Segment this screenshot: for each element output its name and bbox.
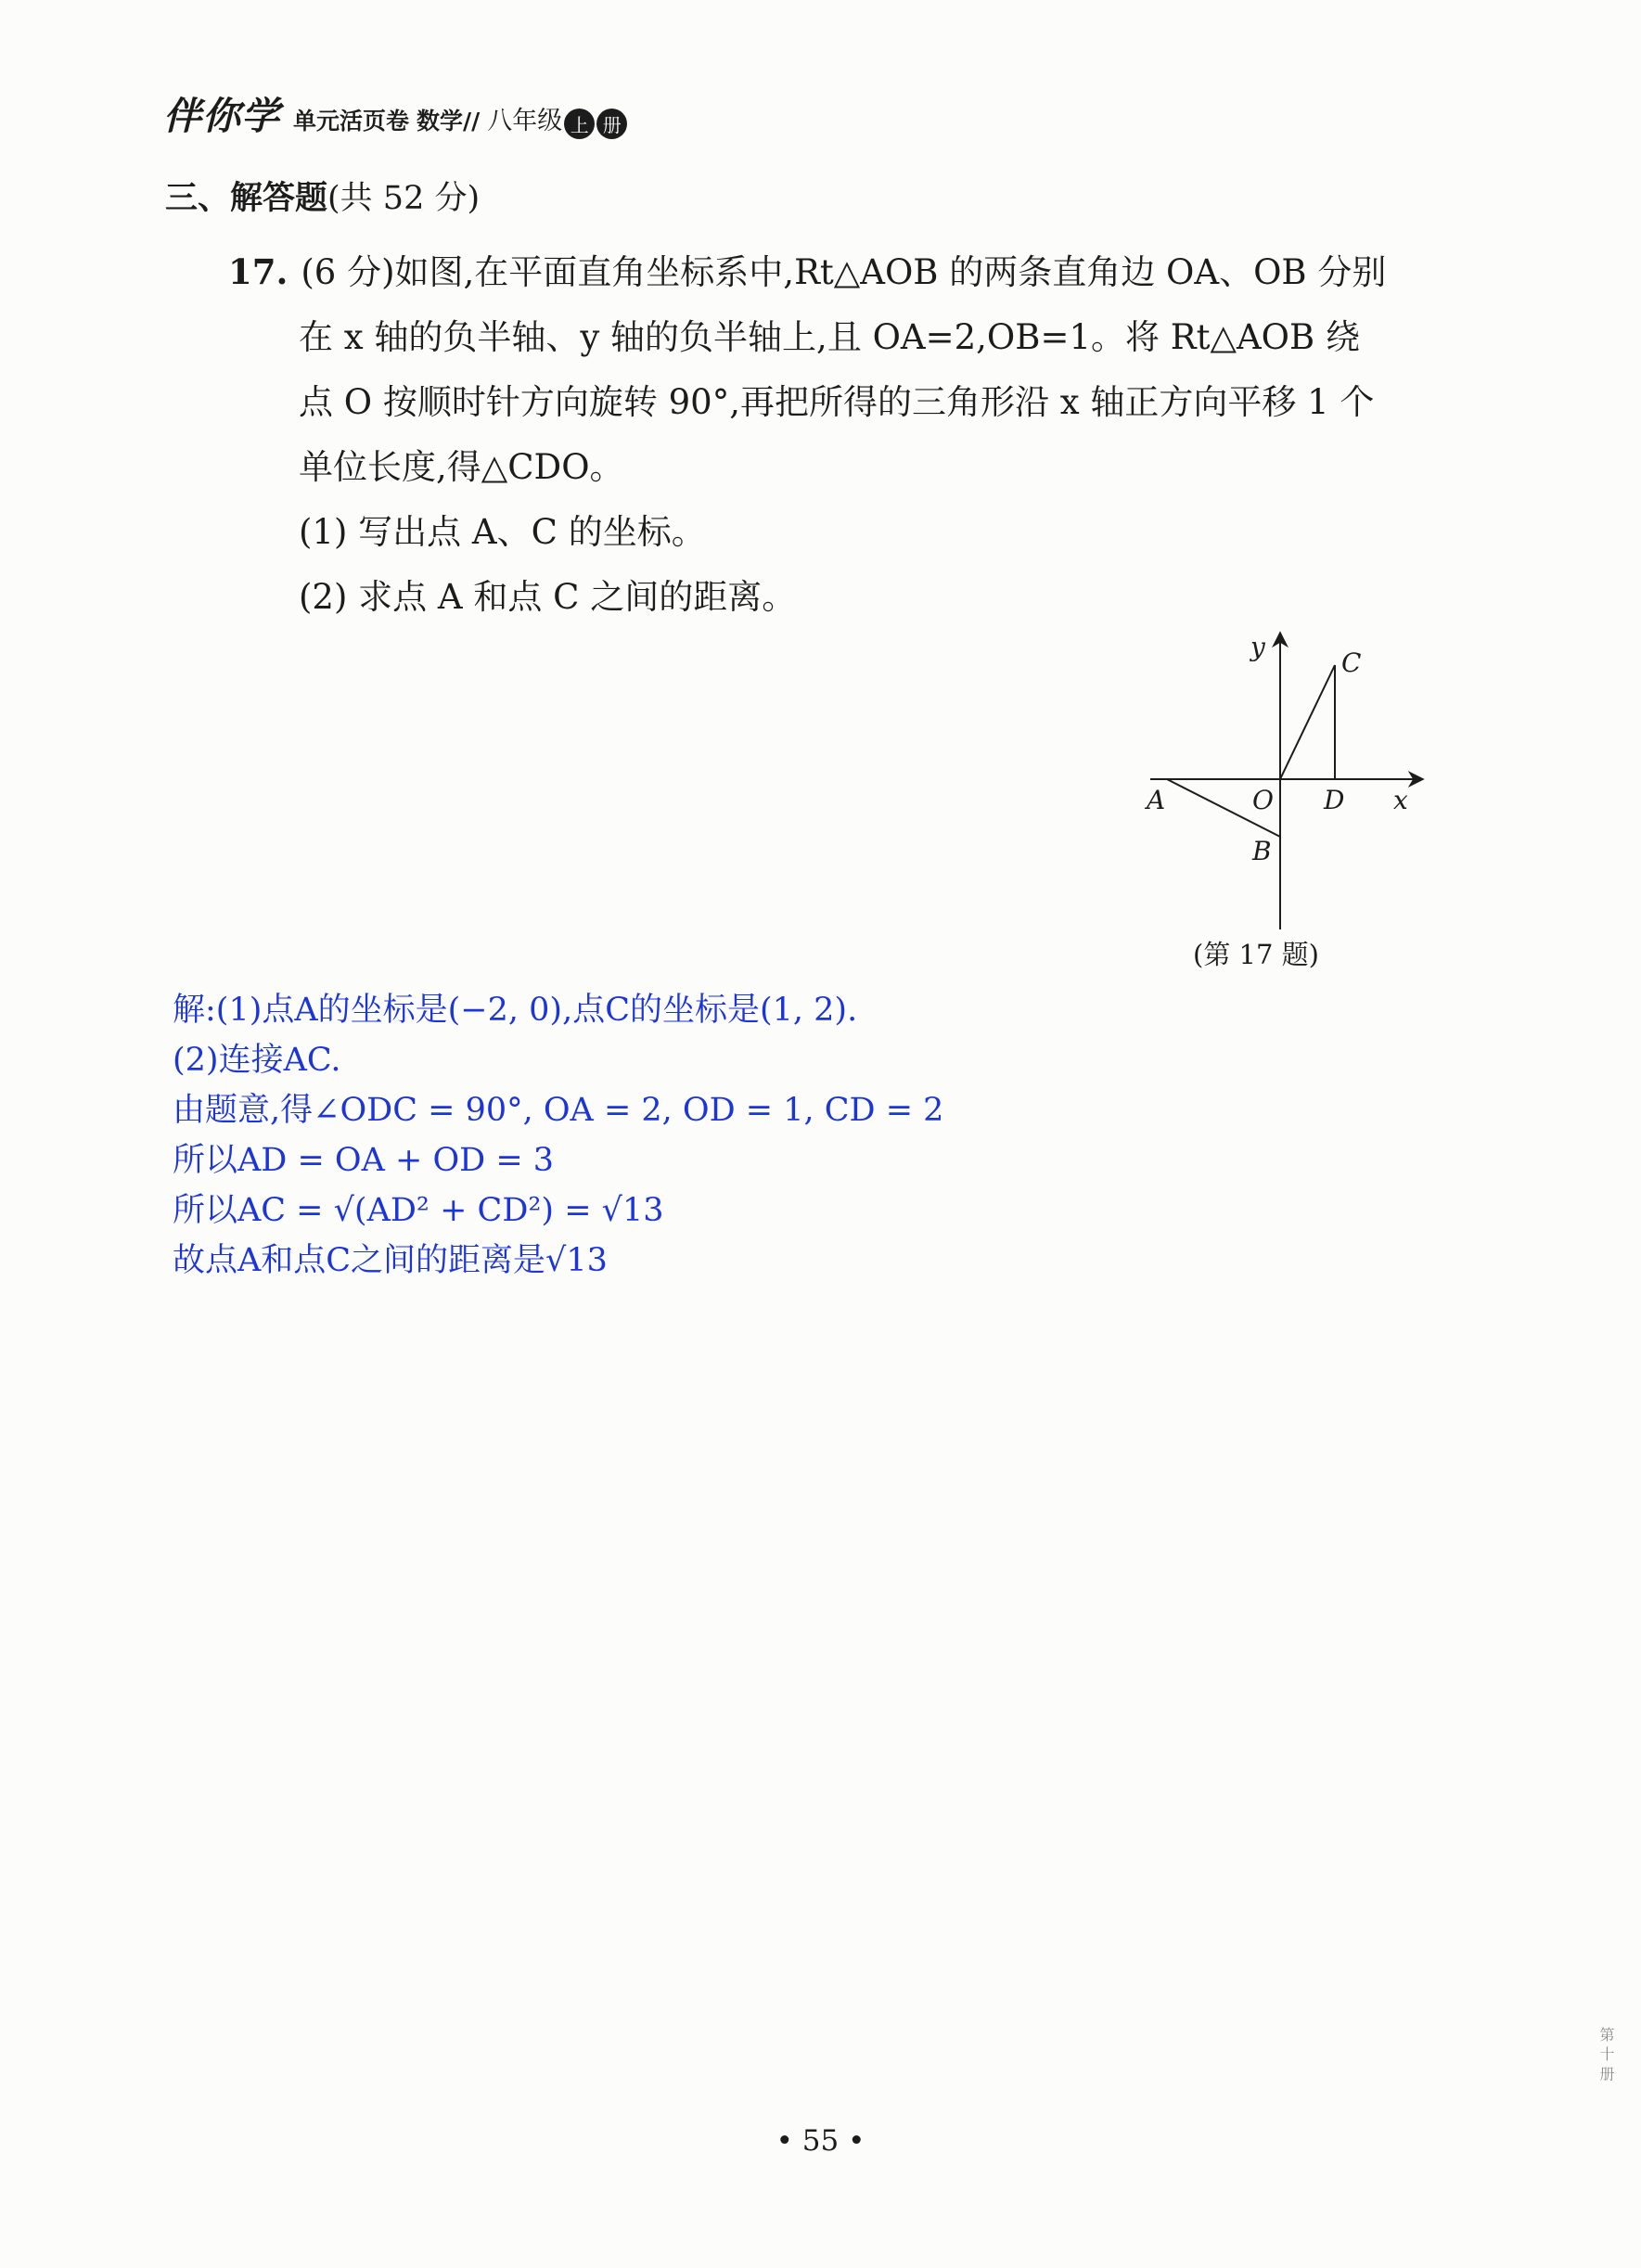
page-header [163, 85, 627, 140]
side-mark: 第 十 册 [1597, 2027, 1615, 2082]
label-b: B [1252, 836, 1272, 866]
answer-line-2: (2)连接AC. [173, 1042, 341, 1079]
label-o: O [1252, 785, 1274, 815]
subquestion-1: (1) 写出点 A、C 的坐标。 [299, 512, 706, 552]
question-17 [228, 239, 1430, 630]
question-line-4: 单位长度,得△CDO。 [299, 447, 624, 487]
coordinate-diagram [1134, 623, 1440, 939]
answer-block [173, 985, 943, 1286]
question-line-2: 在 x 轴的负半轴、y 轴的负半轴上,且 OA=2,OB=1。将 Rt△AOB 绕 [299, 317, 1360, 357]
figure-caption: (第 17 题) [1193, 939, 1319, 970]
answer-line-4: 所以AD = OA + OD = 3 [173, 1142, 555, 1179]
page-number: • 55 • [776, 2124, 865, 2158]
answer-line-6: 故点A和点C之间的距离是√13 [173, 1242, 608, 1279]
subject-label: 数学// [417, 108, 481, 135]
label-a: A [1147, 785, 1166, 815]
section-title [165, 173, 480, 219]
grade-label: 八年级 [487, 107, 563, 135]
question-line-3: 点 O 按顺时针方向旋转 90°,再把所得的三角形沿 x 轴正方向平移 1 个 [299, 382, 1375, 422]
label-x: x [1393, 785, 1408, 815]
label-d: D [1324, 785, 1345, 815]
answer-line-3: 由题意,得∠ODC = 90°, OA = 2, OD = 1, CD = 2 [173, 1092, 944, 1129]
question-text-1: (6 分)如图,在平面直角坐标系中,Rt△AOB 的两条直角边 OA、OB 分别 [301, 252, 1387, 292]
series-title: 单元活页卷 [293, 108, 410, 135]
volume-badge: 上 [564, 109, 595, 139]
label-c: C [1341, 647, 1362, 678]
coordinate-figure [1134, 623, 1440, 939]
volume-suffix-badge: 册 [596, 109, 627, 139]
label-y: y [1250, 632, 1265, 662]
answer-line-5: 所以AC = √(AD² + CD²) = √13 [173, 1192, 664, 1229]
subquestion-2: (2) 求点 A 和点 C 之间的距离。 [299, 577, 797, 617]
question-line-1 [228, 239, 1430, 305]
answer-line-1: 解:(1)点A的坐标是(−2, 0),点C的坐标是(1, 2). [173, 992, 858, 1029]
section-heading: 三、解答题 [165, 179, 328, 217]
section-score: (共 52 分) [327, 180, 481, 217]
segment-oc [1280, 665, 1335, 779]
question-number: 17. [228, 251, 288, 292]
brand-title: 伴你学 [163, 94, 280, 138]
